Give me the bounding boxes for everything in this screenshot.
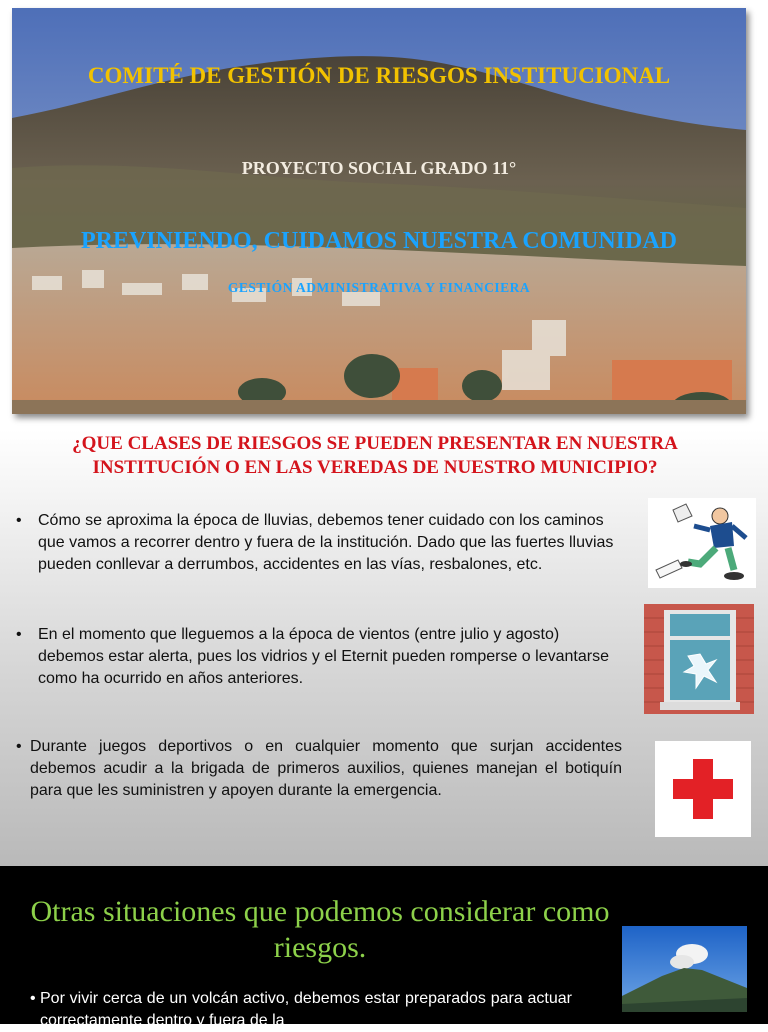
- committee-title: COMITÉ DE GESTIÓN DE RIESGOS INSTITUCIONAL: [87, 63, 671, 88]
- broken-window-icon: [644, 604, 754, 714]
- slide-other-risks: [0, 866, 768, 1029]
- area-text: GESTIÓN ADMINISTRATIVA Y FINANCIERA: [227, 280, 531, 295]
- bullet-marker: •: [16, 512, 22, 529]
- project-subtitle: PROYECTO SOCIAL GRADO 11°: [241, 158, 517, 178]
- bullet-rain-text: Cómo se aproxima la época de lluvias, debemos tener cuidado con los caminos que vamos a recorrer dentro y fuera de la institución. Dado que las fuertes lluvias pueden conllevar a derrumbos, accidentes en las vías, resbalones, etc.: [38, 512, 614, 573]
- bullet-first-aid: [16, 736, 622, 802]
- bullet-marker: •: [16, 626, 22, 643]
- bullet-marker: •: [30, 990, 36, 1007]
- risk-question-heading: ¿QUE CLASES DE RIESGOS SE PUEDEN PRESENTAR EN NUESTRA INSTITUCIÓN O EN LAS VEREDAS DE NUESTRO MUNICIPIO?: [72, 433, 678, 478]
- bullet-wind-text: En el momento que lleguemos a la época de vientos (entre julio y agosto) debemos estar alerta, pues los vidrios y el Eternit pueden romperse o levantarse como ha ocurrido en años anteriores.: [38, 626, 609, 687]
- bullet-wind: [16, 624, 618, 690]
- city-mountain-photo: [12, 8, 746, 414]
- bullet-volcano: [30, 988, 572, 1032]
- bullet-volcano-text: Por vivir cerca de un volcán activo, debemos estar preparados para actuar correctamente dentro y fuera de la: [40, 990, 572, 1029]
- slide-risks: [0, 430, 768, 866]
- slide-cover: [0, 0, 768, 430]
- bullet-marker: •: [16, 738, 22, 755]
- bullet-first-aid-text: Durante juegos deportivos o en cualquier momento que surjan accidentes debemos acudir a la brigada de primeros auxilios, quienes manejan el botiquín para que les suministren y apoyen durante la emergencia.: [30, 738, 622, 799]
- slipping-person-icon: [648, 498, 756, 588]
- volcano-photo: [622, 926, 747, 1012]
- other-risks-title: Otras situaciones que podemos considerar como riesgos.: [30, 895, 610, 964]
- motto-text: PREVINIENDO, CUIDAMOS NUESTRA COMUNIDAD: [80, 228, 678, 254]
- red-cross-icon: [655, 741, 751, 837]
- bullet-rain: [16, 510, 628, 576]
